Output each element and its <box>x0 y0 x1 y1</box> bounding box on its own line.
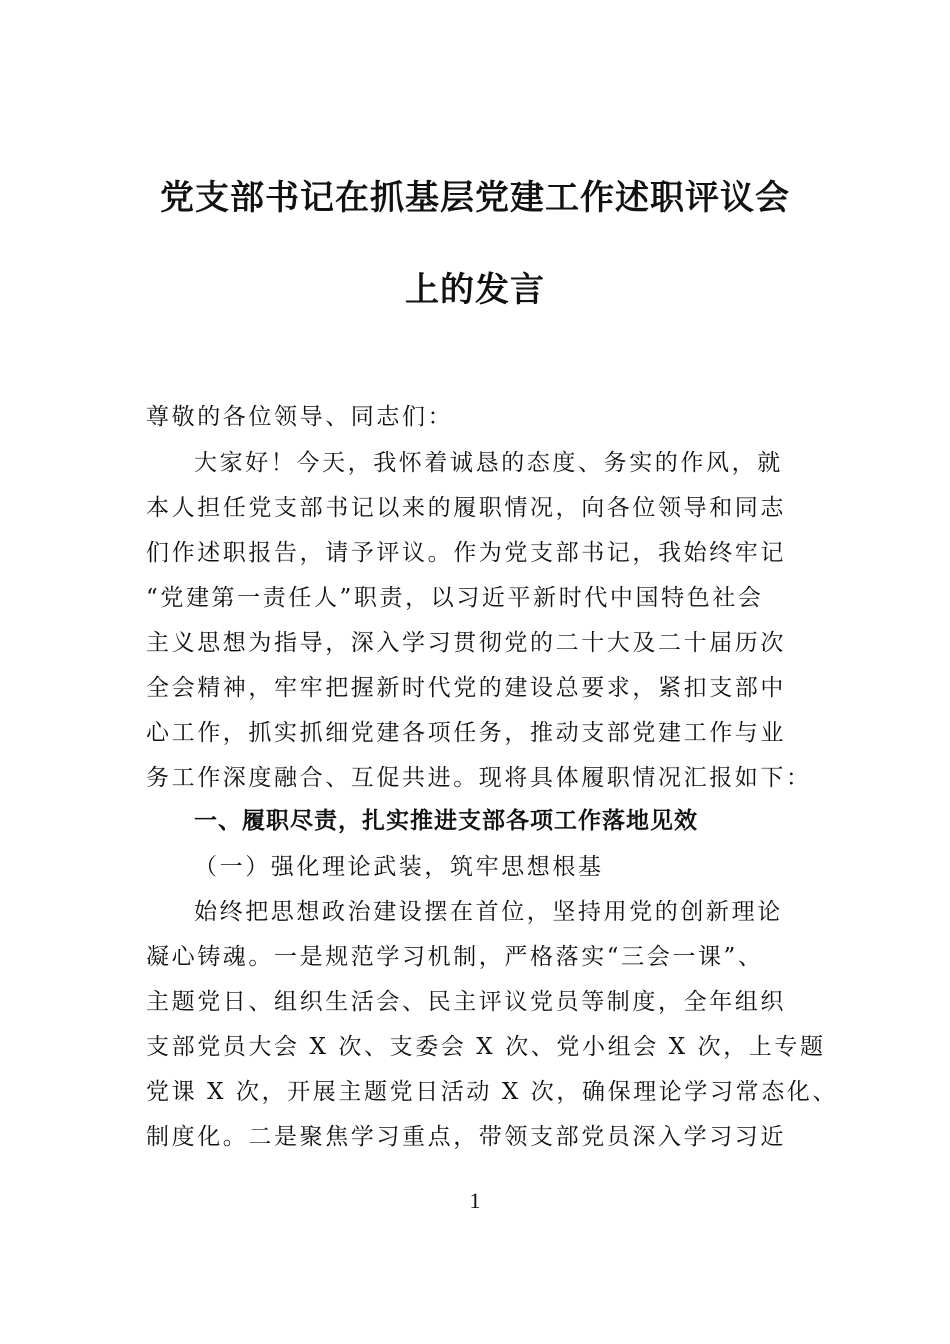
paragraph-line: 始终把思想政治建设摆在首位，坚持用党的创新理论 <box>194 899 783 925</box>
document-title-line-1: 党支部书记在抓基层党建工作述职评议会 <box>160 178 790 218</box>
page-number: 1 <box>469 1188 481 1213</box>
paragraph-line: 党课 X 次，开展主题党日活动 X 次，确保理论学习常态化、 <box>146 1079 838 1105</box>
paragraph-line: 务工作深度融合、互促共进。现将具体履职情况汇报如下： <box>146 765 812 791</box>
paragraph-line: 本人担任党支部书记以来的履职情况，向各位领导和同志 <box>146 495 786 521</box>
paragraph-line: 主题党日、组织生活会、民主评议党员等制度，全年组织 <box>146 989 786 1015</box>
section-heading-1: 一、履职尽责，扎实推进支部各项工作落地见效 <box>194 808 698 834</box>
salutation: 尊敬的各位领导、同志们： <box>146 404 454 430</box>
paragraph-line: 支部党员大会 X 次、支委会 X 次、党小组会 X 次，上专题 <box>146 1034 826 1060</box>
paragraph-line: 们作述职报告，请予评议。作为党支部书记，我始终牢记 <box>146 540 786 566</box>
paragraph-line: 心工作，抓实抓细党建各项任务，推动支部党建工作与业 <box>146 720 786 746</box>
paragraph-line: 制度化。二是聚焦学习重点，带领支部党员深入学习习近 <box>146 1124 786 1150</box>
paragraph-line: 全会精神，牢牢把握新时代党的建设总要求，紧扣支部中 <box>146 675 786 701</box>
subsection-heading-1: （一）强化理论武装，筑牢思想根基 <box>194 854 604 880</box>
document-title-line-2: 上的发言 <box>405 270 545 310</box>
paragraph-line: 大家好！今天，我怀着诚恳的态度、务实的作风，就 <box>194 450 783 476</box>
paragraph-line: 主义思想为指导，深入学习贯彻党的二十大及二十届历次 <box>146 630 786 656</box>
paragraph-line: 凝心铸魂。一是规范学习机制，严格落实“三会一课”、 <box>146 944 764 970</box>
paragraph-line: “党建第一责任人”职责，以习近平新时代中国特色社会 <box>146 585 764 611</box>
